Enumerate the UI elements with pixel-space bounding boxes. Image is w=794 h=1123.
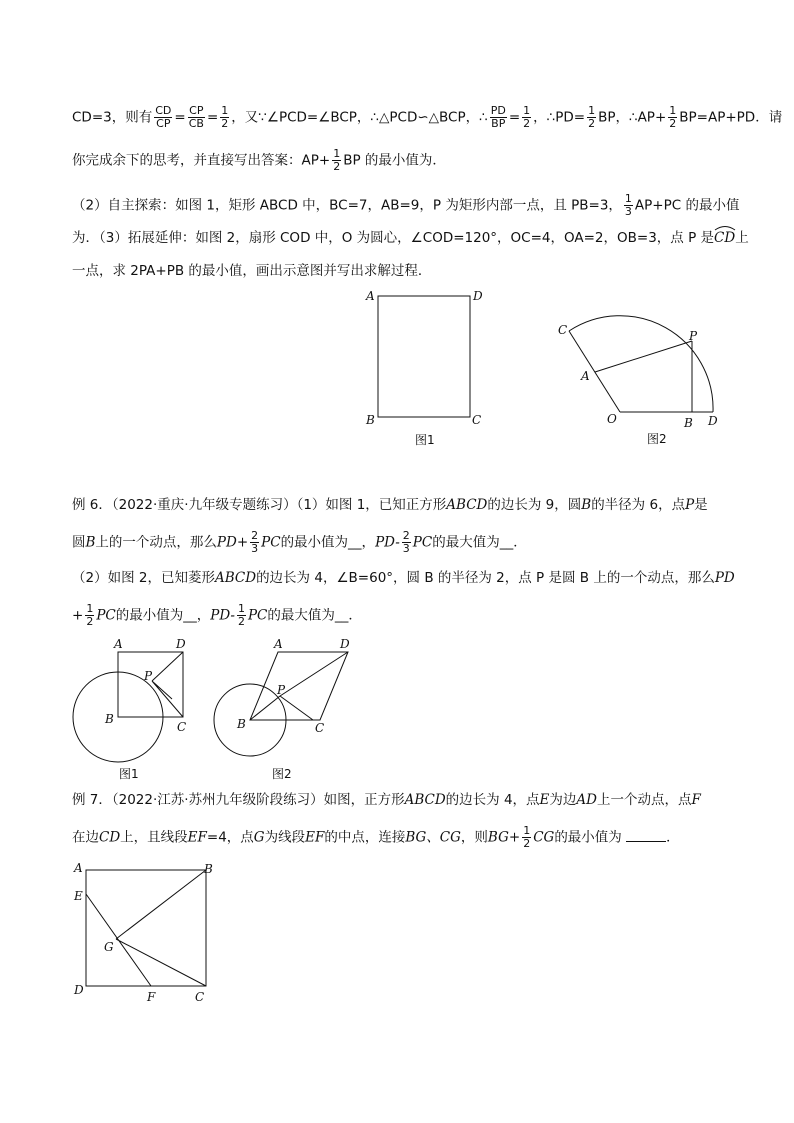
text-line-1: CD=3，则有 $\frac{CD}{CP}$ = $\frac{CP}{CB}$ = $\frac{1}{2}$ ，又∵∠PCD=∠BCP，∴△PCD∽△BCP，∴ $\frac{PD}{BP}$ = $\frac{1}{2}$ ，∴PD= $\frac{1}{2}$ BP，∴AP+ $\frac{1}{2}$ BP=AP+PD．请	[72, 104, 783, 130]
arc-symbol-icon	[714, 225, 736, 231]
caption-fig2: 图2	[647, 432, 667, 446]
caption-fig-2: 图2	[272, 767, 292, 781]
label-g: G	[104, 940, 114, 954]
ex6-line-3: （2）如图 2，已知菱形ABCD的边长为 4，∠B=60°，圆 B 的半径为 2，点 P 是圆 B 上的一个动点，那么PD	[72, 570, 735, 586]
fraction: $\frac{CD}{CP}$	[155, 104, 172, 130]
fraction: $\frac{PD}{BP}$	[490, 104, 506, 130]
label-c: C	[472, 413, 482, 427]
label-d: D	[176, 637, 186, 651]
answer-blank	[626, 841, 666, 842]
label-f: F	[147, 990, 156, 1004]
text-line-5: 一点，求 2PA+PB 的最小值，画出示意图并写出求解过程．	[72, 263, 432, 279]
label-c: C	[195, 990, 205, 1004]
caption-fig1: 图1	[415, 433, 435, 447]
ex6-line-1: 例 6．（2022·重庆·九年级专题练习）（1）如图 1，已知正方形ABCD的边长为 9，圆B的半径为 6，点P是	[72, 497, 708, 513]
label-c: C	[315, 721, 325, 735]
label-c: C	[177, 720, 187, 734]
label-a: A	[114, 637, 123, 651]
fraction: $\frac{1}{2}$	[588, 104, 596, 130]
text-line-2: 你完成余下的思考，并直接写出答案：AP+ $\frac{1}{2}$ BP 的最小值为．	[72, 147, 446, 173]
square-abcd	[86, 870, 206, 986]
rectangle-abcd	[378, 296, 470, 417]
caption-fig-1: 图1	[119, 767, 139, 781]
label-p: P	[689, 329, 698, 343]
label-b: B	[237, 717, 246, 731]
label-d: D	[74, 983, 84, 997]
label-b: B	[684, 416, 693, 430]
text-line-3: （2）自主探索：如图 1，矩形 ABCD 中，BC=7，AB=9，P 为矩形内部一点，且 PB=3， $\frac{1}{3}$ AP+PC 的最小值	[72, 192, 740, 218]
figure-square-g	[68, 858, 228, 1008]
label-b: B	[366, 413, 375, 427]
label-a: A	[366, 289, 375, 303]
label-b: B	[105, 712, 114, 726]
ex7-line-2: 在边CD上，且线段EF=4，点G为线段EF的中点，连接BG、CG，则BG+ $\frac{1}{2}$ CG的最小值为 ．	[72, 824, 680, 850]
fraction: $\frac{1}{2}$	[333, 147, 341, 173]
label-d: D	[473, 289, 483, 303]
ex6-line-4: + $\frac{1}{2}$ PC的最小值为__，PD- $\frac{1}{2}$ PC的最大值为__．	[72, 602, 362, 628]
fraction: $\frac{1}{2}$	[523, 104, 531, 130]
figure-square-circle	[68, 636, 203, 786]
figure-rhombus-circle	[205, 636, 365, 786]
label-a: A	[274, 637, 283, 651]
label-a: A	[581, 369, 590, 383]
label-p: P	[144, 669, 153, 683]
label-d: D	[340, 637, 350, 651]
label-p: P	[277, 683, 286, 697]
label-o: O	[607, 412, 617, 426]
label-d: D	[708, 414, 718, 428]
figure-2-sector	[555, 285, 725, 453]
fraction: $\frac{1}{2}$	[221, 104, 229, 130]
text-line-4: 为．（3）拓展延伸：如图 2，扇形 COD 中，O 为圆心，∠COD=120°，OC=4，OA=2，OB=3，点 P 是 CD上	[72, 228, 749, 248]
fraction: $\frac{CP}{CB}$	[188, 104, 204, 130]
segments-efg	[86, 870, 206, 986]
ex6-line-2: 圆B上的一个动点，那么PD+ $\frac{2}{3}$ PC的最小值为__，PD- $\frac{2}{3}$ PC的最大值为__．	[72, 529, 527, 555]
segments-p	[152, 652, 183, 717]
figure-1-rectangle	[360, 286, 500, 451]
fraction: $\frac{1}{2}$	[669, 104, 677, 130]
label-c: C	[558, 323, 568, 337]
label-b: B	[204, 862, 213, 876]
arc-cd: CD	[714, 228, 735, 248]
segments-p	[250, 652, 348, 720]
fraction: $\frac{1}{3}$	[624, 192, 632, 218]
segment-oc	[569, 331, 620, 412]
segment-ap	[595, 341, 692, 372]
label-e: E	[74, 889, 83, 903]
ex7-line-1: 例 7．（2022·江苏·苏州九年级阶段练习）如图，正方形ABCD的边长为 4，点E为边AD上一个动点，点F	[72, 792, 701, 808]
label-a: A	[74, 861, 83, 875]
